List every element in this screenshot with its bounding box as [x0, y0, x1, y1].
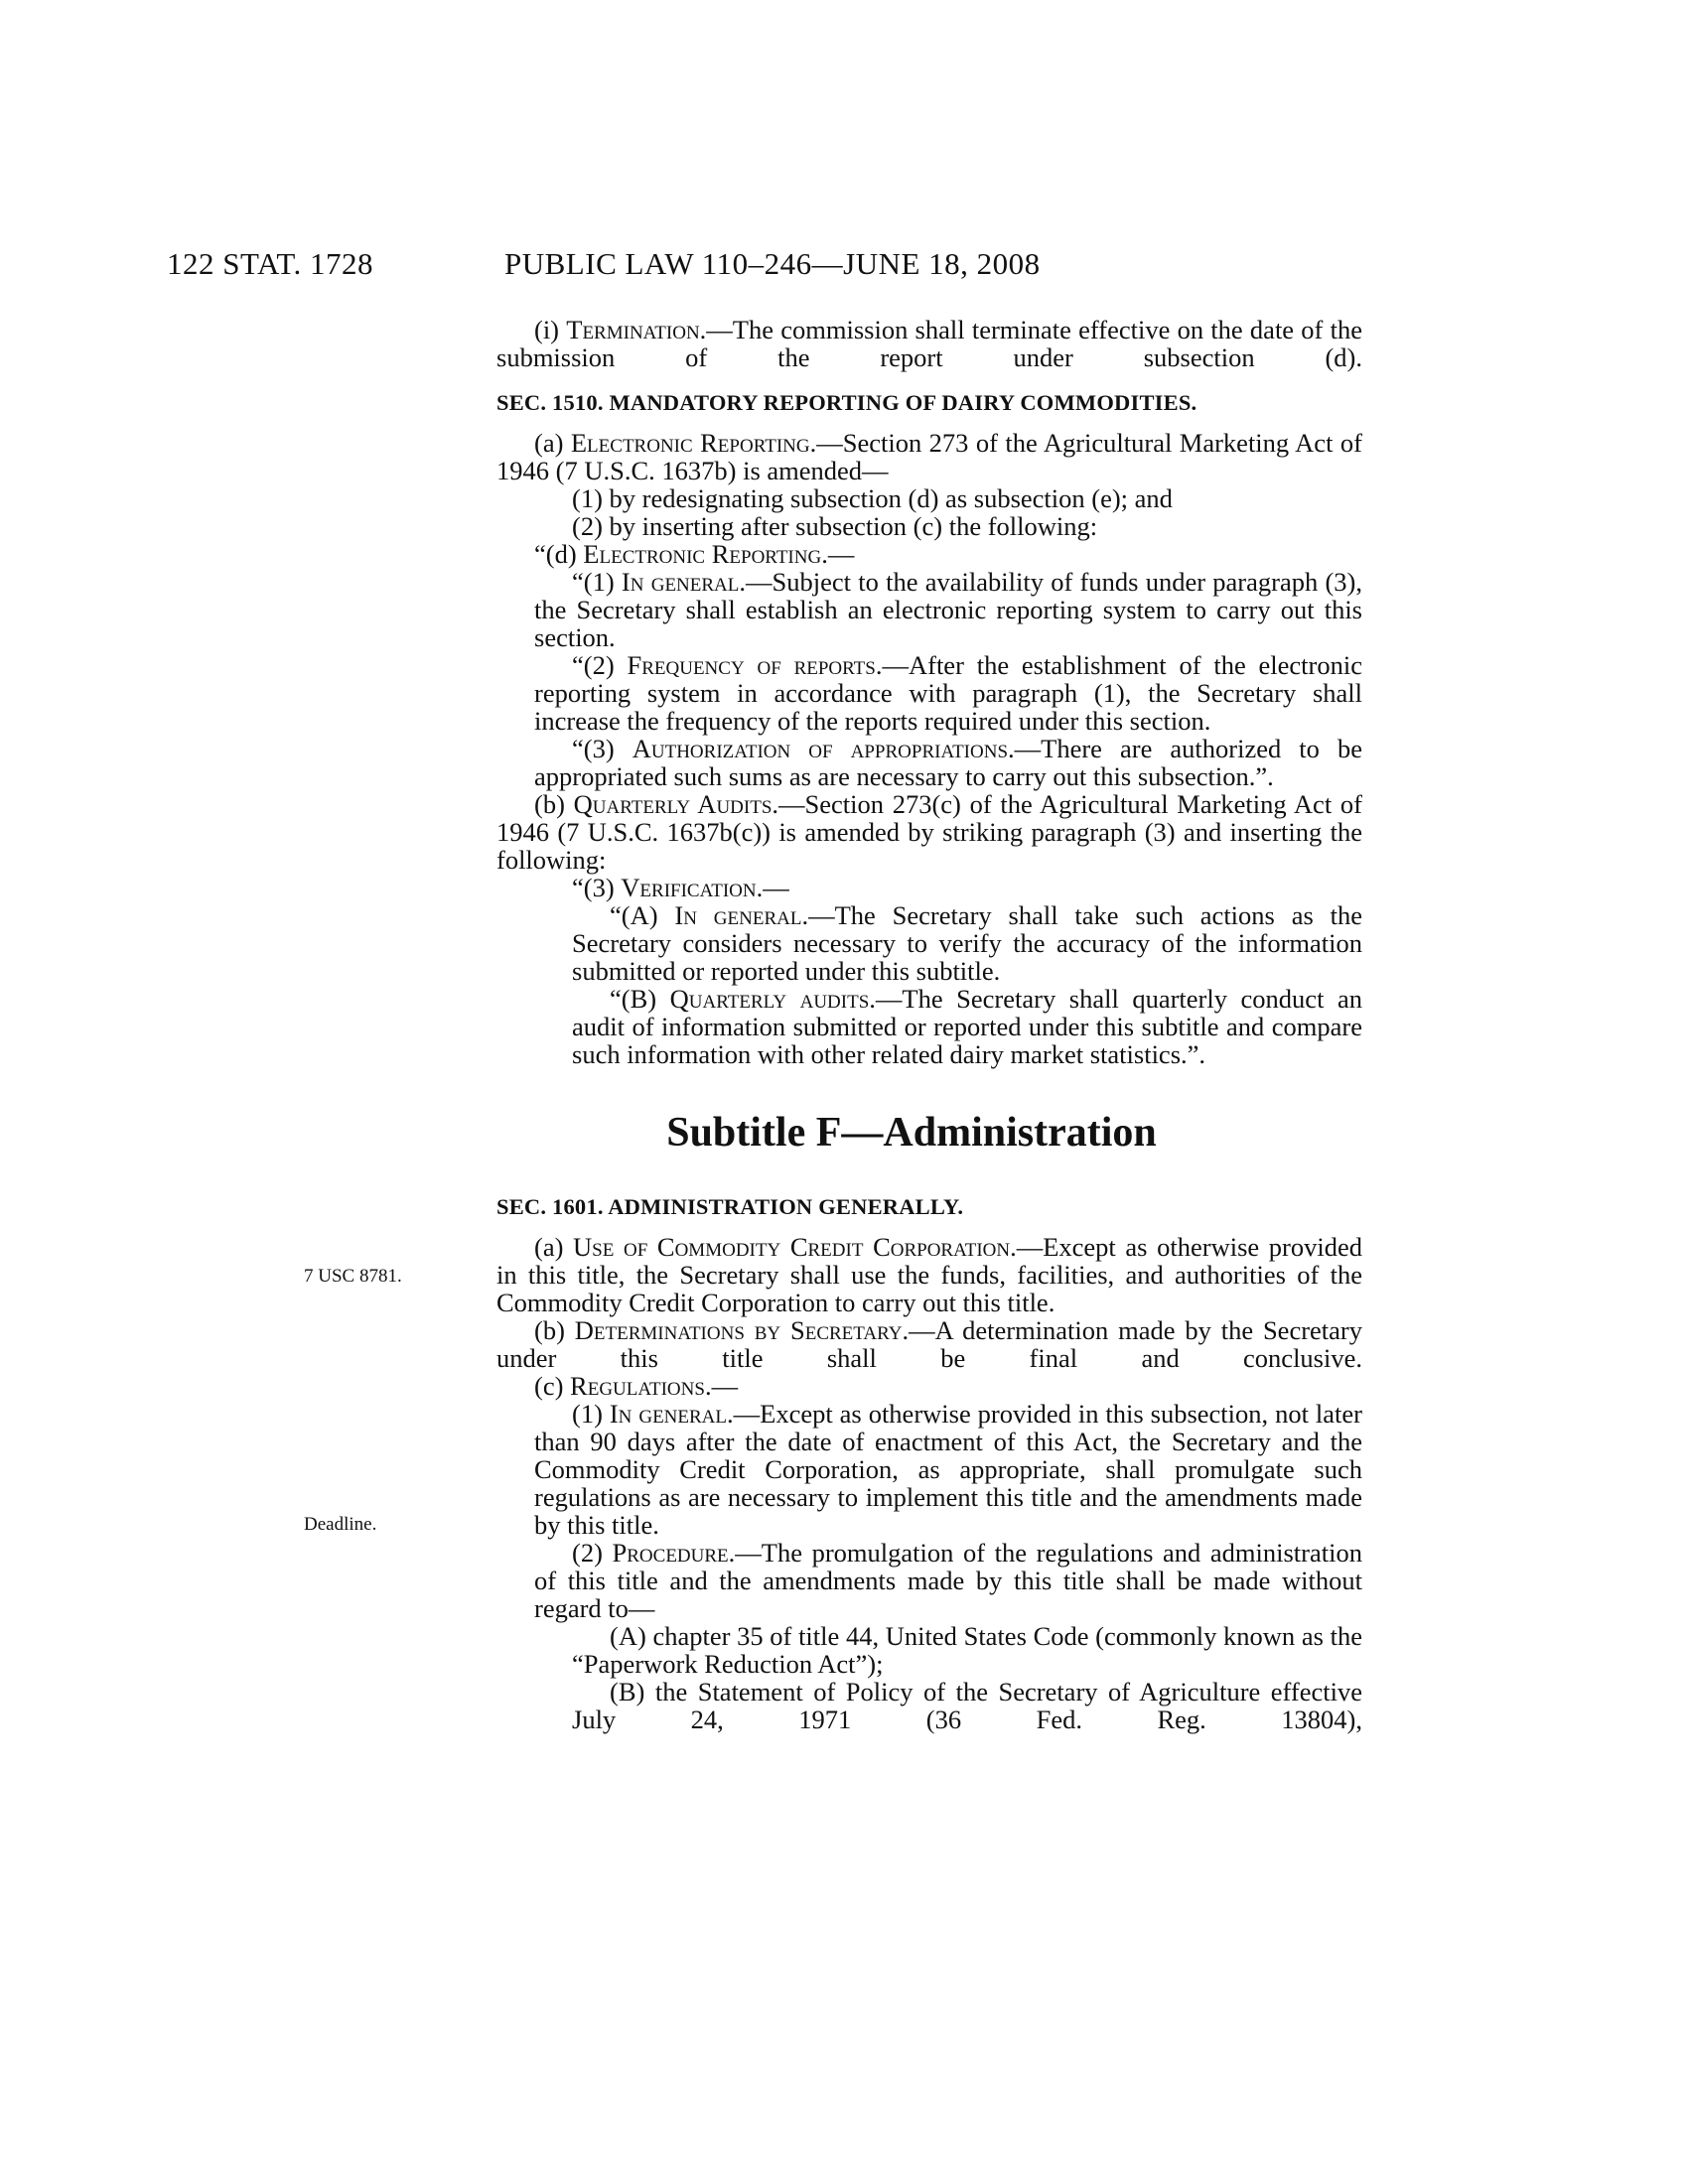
main-text-column [496, 316, 1362, 1733]
sec1601-c2-item-a: (A) chapter 35 of title 44, United States Code (commonly known as the “Paperwork Reduction Act”); [572, 1621, 1362, 1679]
sec1510-a-item-1: (1) by redesignating subsection (d) as subsection (e); and [572, 483, 1173, 513]
margin-note-deadline: Deadline. [304, 1514, 377, 1535]
section-1601-heading: SEC. 1601. ADMINISTRATION GENERALLY. [496, 1194, 964, 1219]
sec1601-subsection-a: (a) Use of Commodity Credit Corporation.—Except as otherwise provided in this title, the Secretary shall use the funds, facilities, and authorities of the Commodity Credit Corporation to carry out this title. [496, 1232, 1362, 1317]
public-law-reference: PUBLIC LAW 110–246—JUNE 18, 2008 [504, 246, 1041, 281]
page-header [167, 246, 1398, 286]
sec1601-c-paragraph-2: (2) Procedure.—The promulgation of the regulations and administration of this title and the amendments made by this title shall be made without regard to— [534, 1538, 1362, 1623]
sec1510-a-item-2: (2) by inserting after subsection (c) the following: [572, 511, 1098, 541]
sec1510-d-paragraph-3: “(3) Authorization of appropriations.—There are authorized to be appropriated such sums as are necessary to carry out this subsection.”. [534, 734, 1362, 791]
sec1601-c2-item-b: (B) the Statement of Policy of the Secretary of Agriculture effective July 24, 1971 (36 Fed. Reg. 13804), [572, 1677, 1362, 1734]
sec1510-b-verification-b: “(B) Quarterly audits.—The Secretary shall quarterly conduct an audit of information submitted or reported under this subtitle and compare such information with other related dairy market statistics.”. [572, 984, 1362, 1069]
sec1601-subsection-c: (c) Regulations.— [534, 1371, 739, 1401]
margin-note-usc-citation: 7 USC 8781. [304, 1266, 402, 1287]
sec1510-subsection-a: (a) Electronic Reporting.—Section 273 of the Agricultural Marketing Act of 1946 (7 U.S.C. 1637b) is amended— [496, 428, 1362, 485]
sec1510-d-paragraph-2: “(2) Frequency of reports.—After the establishment of the electronic reporting system in accordance with paragraph (1), the Secretary shall increase the frequency of the reports required under this section. [534, 650, 1362, 736]
sec1510-b-verification-a: “(A) In general.—The Secretary shall take such actions as the Secretary considers necessary to verify the accuracy of the information submitted or reported under this subtitle. [572, 900, 1362, 986]
sec1510-b-verification: “(3) Verification.— [572, 873, 789, 902]
section-1510-heading: SEC. 1510. MANDATORY REPORTING OF DAIRY COMMODITIES. [496, 390, 1197, 415]
stat-reference: 122 STAT. 1728 [167, 246, 374, 281]
sec1510-quoted-subsection-d: “(d) Electronic Reporting.— [534, 539, 855, 569]
sec1601-subsection-b: (b) Determinations by Secretary.—A determination made by the Secretary under this title shall be final and conclusive. [496, 1315, 1362, 1373]
sec1510-d-paragraph-1: “(1) In general.—Subject to the availability of funds under paragraph (3), the Secretary shall establish an electronic reporting system to carry out this section. [534, 567, 1362, 652]
termination-paragraph: (i) Termination.—The commission shall terminate effective on the date of the submission of the report under subsection (d). [496, 315, 1362, 372]
sec1510-subsection-b: (b) Quarterly Audits.—Section 273(c) of the Agricultural Marketing Act of 1946 (7 U.S.C. 1637b(c)) is amended by striking paragraph (3) and inserting the following: [496, 789, 1362, 875]
sec1601-c-paragraph-1: (1) In general.—Except as otherwise provided in this subsection, not later than 90 days after the date of enactment of this Act, the Secretary and the Commodity Credit Corporation, as appropriate, shall promulgate such regulations as are necessary to implement this title and the amendments made by this title. [534, 1399, 1362, 1540]
subtitle-heading: Subtitle F—Administration [666, 1110, 1157, 1156]
